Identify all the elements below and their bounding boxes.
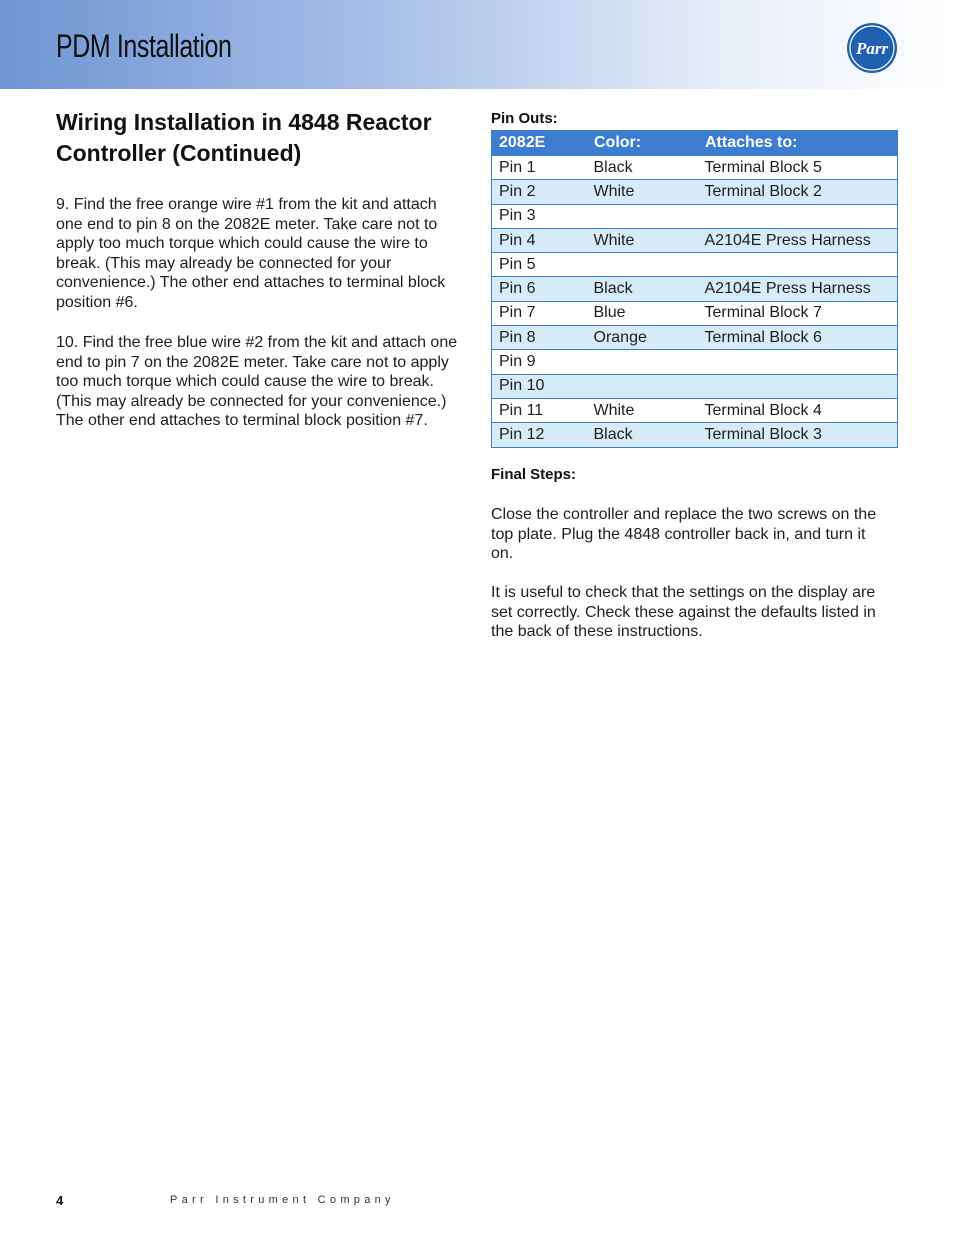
table-header-row: [492, 131, 898, 156]
table-row: [492, 374, 898, 398]
table-cell: White: [587, 180, 698, 204]
column-header: Color:: [587, 131, 698, 156]
table-cell: [587, 374, 698, 398]
pin-outs-table: [491, 130, 898, 448]
table-cell: Terminal Block 4: [698, 398, 898, 422]
final-steps-label: Final Steps:: [491, 466, 577, 483]
step-10-text: 10. Find the free blue wire #2 from the kit and attach one end to pin 7 on the 2082E meter. Take care not to apply too much torque which could cause the wire to break. (This may already be connected for your convenience.) The other end attaches to terminal block position #7.: [56, 334, 458, 430]
table-row: [492, 398, 898, 422]
table-row: [492, 180, 898, 204]
table-cell: Pin 9: [492, 350, 587, 374]
table-cell: Black: [587, 423, 698, 447]
svg-text:Parr: Parr: [855, 39, 889, 58]
table-row: [492, 423, 898, 447]
column-header: Attaches to:: [698, 131, 898, 156]
table-row: [492, 350, 898, 374]
table-cell: Pin 8: [492, 326, 587, 350]
table-cell: Orange: [587, 326, 698, 350]
step-9-text: 9. Find the free orange wire #1 from the kit and attach one end to pin 8 on the 2082E meter. Take care not to apply too much torque which could cause the wire to break. (This may already be connected for your convenience.) The other end attaches to terminal block position #6.: [56, 196, 446, 311]
section-heading: Wiring Installation in 4848 Reactor Controller (Continued): [56, 109, 432, 166]
table-cell: Black: [587, 277, 698, 301]
table-row: [492, 228, 898, 252]
pin-outs-label: Pin Outs:: [491, 110, 558, 127]
table-cell: Pin 11: [492, 398, 587, 422]
table-row: [492, 204, 898, 228]
left-column: [56, 107, 466, 430]
table-cell: Pin 5: [492, 253, 587, 277]
final-steps-paragraph-1: Close the controller and replace the two screws on the top plate. Plug the 4848 controller back in, and turn it on.: [491, 506, 877, 563]
table-cell: Black: [587, 156, 698, 180]
table-cell: Blue: [587, 301, 698, 325]
table-cell: [698, 204, 898, 228]
final-steps-paragraph-2: It is useful to check that the settings on the display are set correctly. Check these against the defaults listed in the back of these instructions.: [491, 584, 876, 641]
table-cell: Terminal Block 7: [698, 301, 898, 325]
table-cell: Terminal Block 3: [698, 423, 898, 447]
table-row: [492, 326, 898, 350]
table-cell: [698, 374, 898, 398]
table-row: [492, 156, 898, 180]
table-row: [492, 253, 898, 277]
table-cell: Pin 6: [492, 277, 587, 301]
table-cell: [698, 253, 898, 277]
page-header: [0, 0, 954, 89]
table-row: [492, 301, 898, 325]
table-cell: [698, 350, 898, 374]
table-row: [492, 277, 898, 301]
page-title: PDM Installation: [56, 28, 232, 64]
table-cell: Pin 2: [492, 180, 587, 204]
parr-logo-icon: [846, 22, 898, 74]
table-cell: White: [587, 228, 698, 252]
table-cell: Pin 3: [492, 204, 587, 228]
footer-company-name: Parr Instrument Company: [170, 1194, 395, 1206]
page-number: 4: [56, 1193, 64, 1208]
table-cell: Terminal Block 5: [698, 156, 898, 180]
table-cell: Pin 1: [492, 156, 587, 180]
table-cell: White: [587, 398, 698, 422]
table-cell: Terminal Block 2: [698, 180, 898, 204]
table-cell: [587, 204, 698, 228]
table-cell: A2104E Press Harness: [698, 277, 898, 301]
table-cell: Terminal Block 6: [698, 326, 898, 350]
table-cell: [587, 253, 698, 277]
right-column: [491, 110, 898, 641]
table-cell: Pin 7: [492, 301, 587, 325]
table-cell: Pin 12: [492, 423, 587, 447]
table-cell: Pin 4: [492, 228, 587, 252]
table-cell: Pin 10: [492, 374, 587, 398]
table-cell: A2104E Press Harness: [698, 228, 898, 252]
table-cell: [587, 350, 698, 374]
column-header: 2082E: [492, 131, 587, 156]
